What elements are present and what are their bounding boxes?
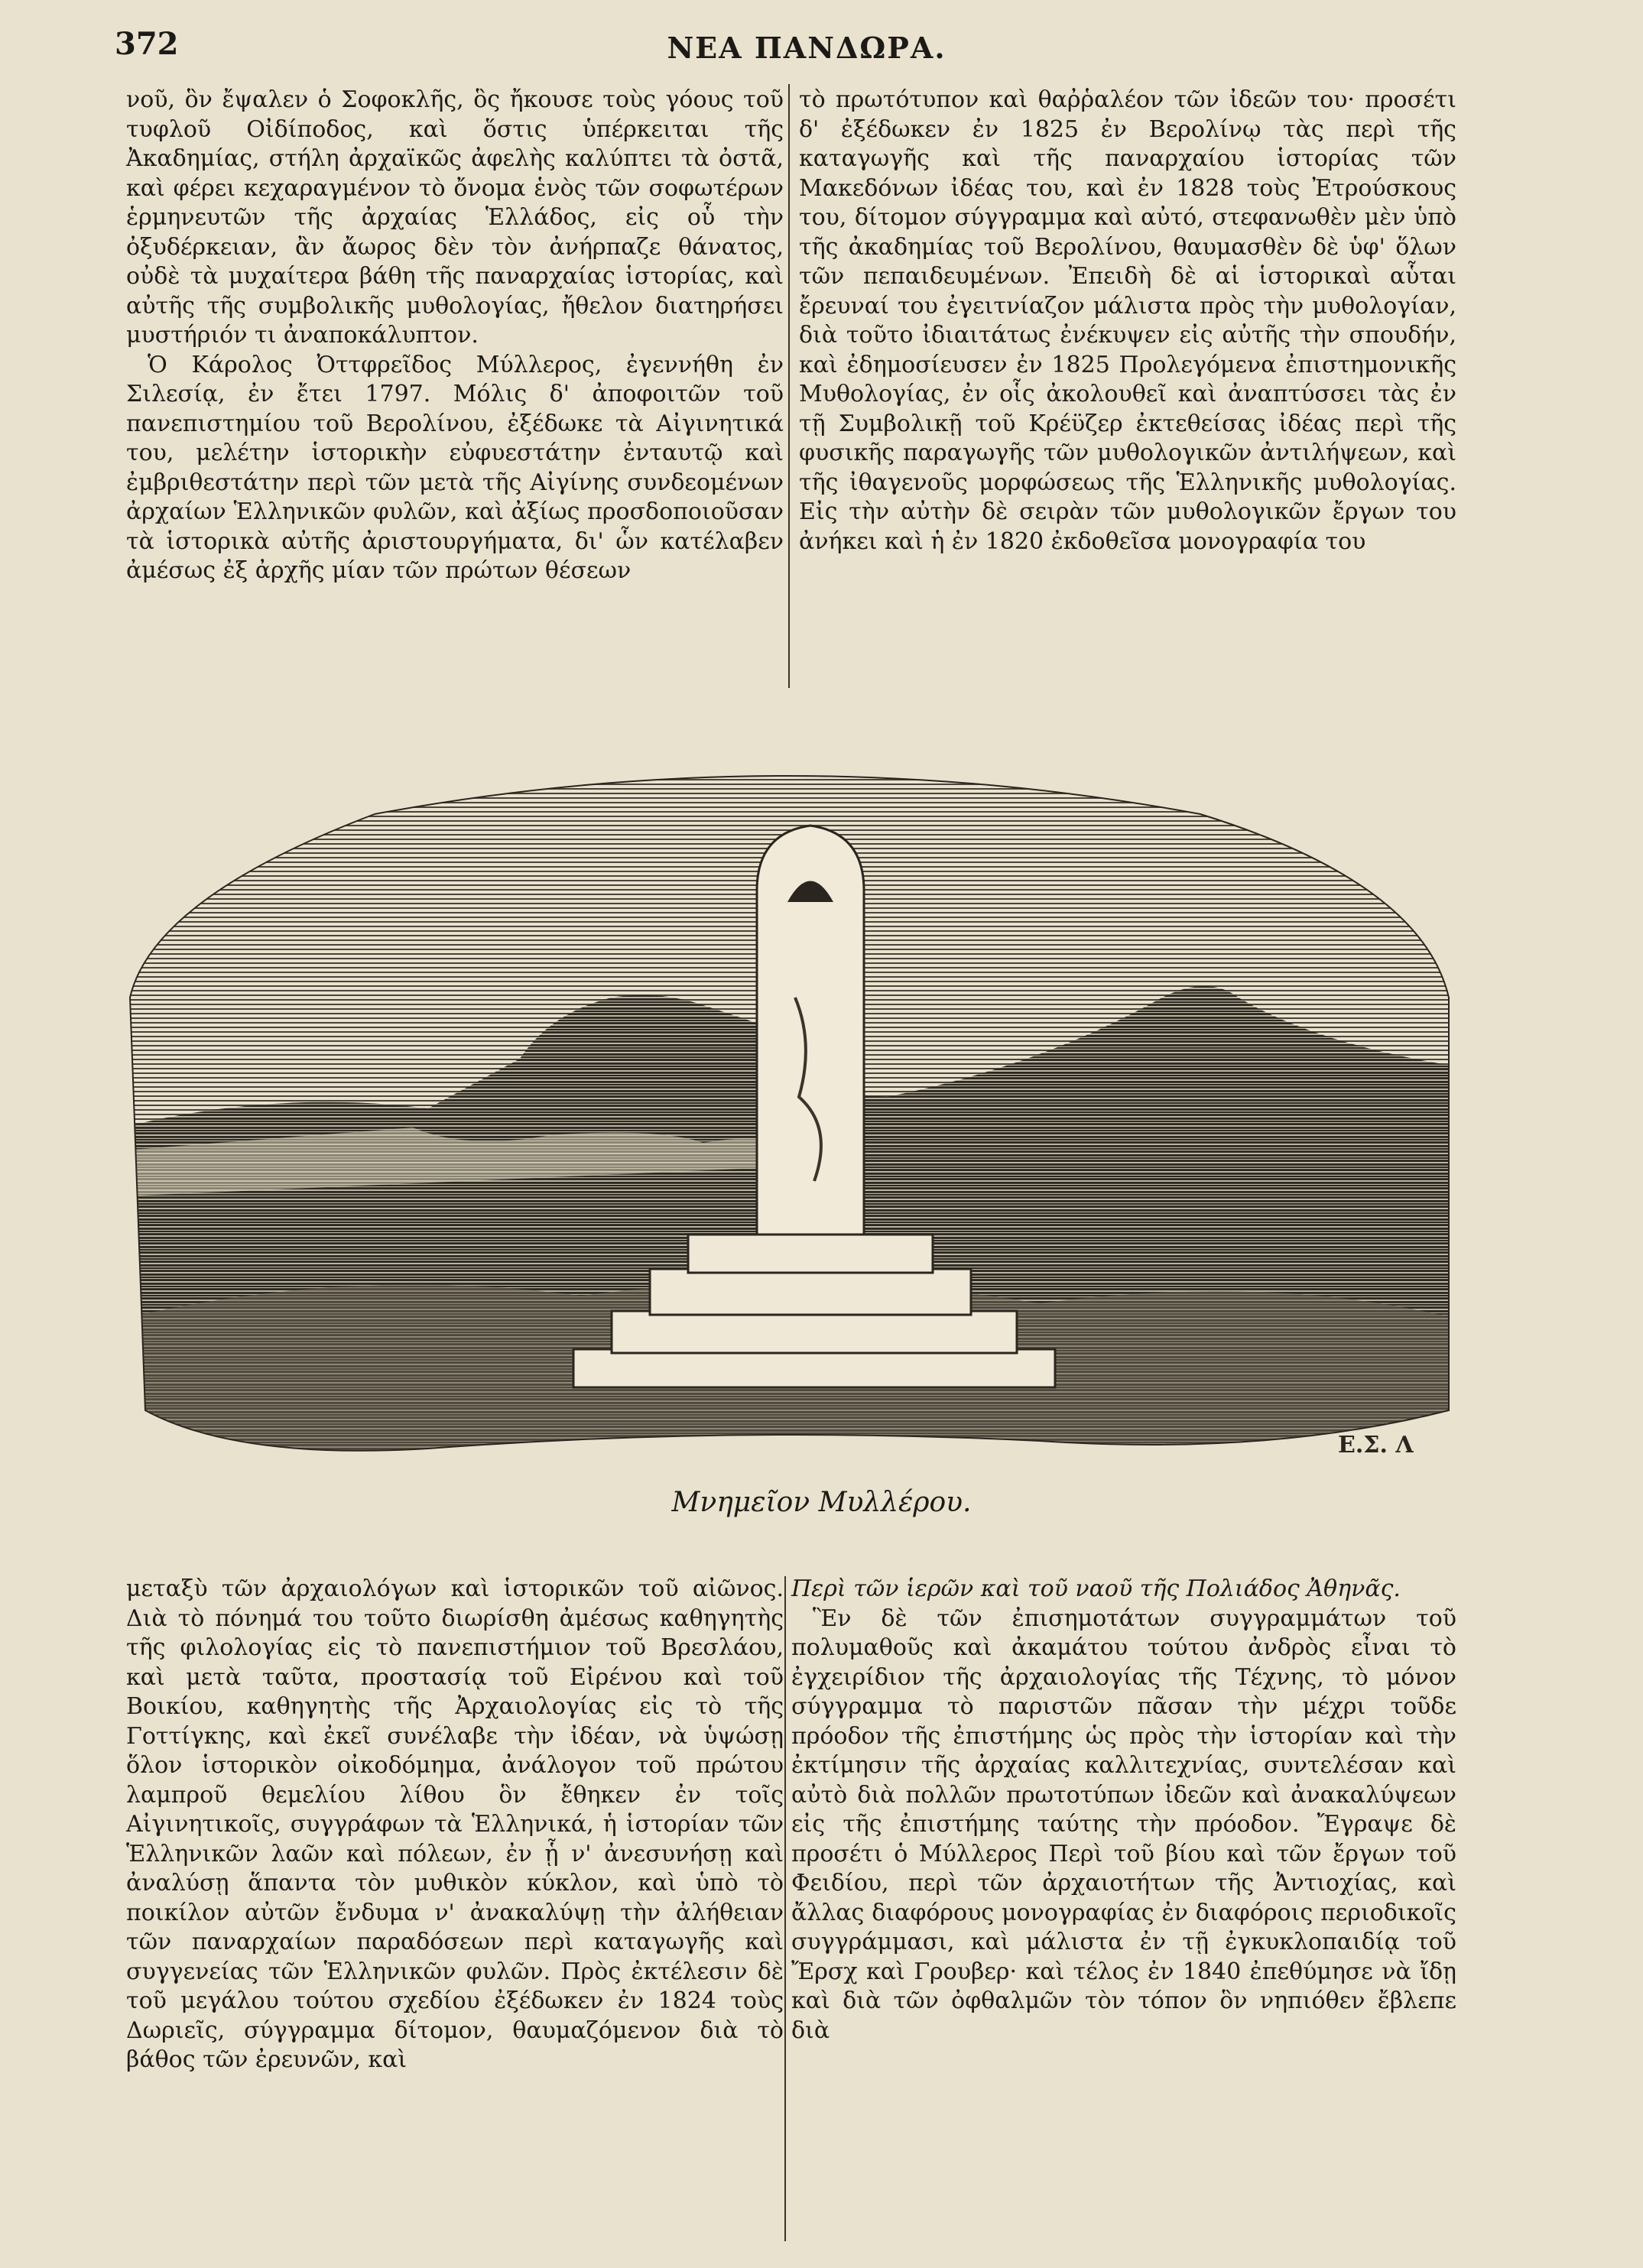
monument-illustration: [122, 768, 1456, 1460]
paragraph: Περὶ τῶν ἱερῶν καὶ τοῦ ναοῦ τῆς Πολιάδος Ἀθηνᾶς.: [791, 1575, 1401, 1602]
top-left-column: [126, 86, 784, 586]
page-number: 372: [115, 26, 179, 62]
paragraph: Ἓν δὲ τῶν ἐπισημοτάτων συγγραμμάτων τοῦ πολυμαθοῦς καὶ ἀκαμάτου τούτου ἀνδρὸς εἶναι τὸ ἐγχειρίδιον τῆς ἀρχαιολογίας τῆς Τέχνης, τὸ μόνον σύγγραμμα τὸ παριστῶν πᾶσαν τὴν μέχρι τοῦδε πρόοδον τῆς ἐπιστήμης ὡς πρὸς τὴν ἱστορίαν καὶ τὴν ἐκτίμησιν τῆς ἀρχαίας καλλιτεχνίας, συντελέσαν καὶ αὐτὸ διὰ πολλῶν πρωτοτύπων ἰδεῶν καὶ ἀνακαλύψεων εἰς τῆς ἐπιστήμης ταύτης τὴν πρόοδον. Ἔγραψε δὲ προσέτι ὁ Μύλλερος Περὶ τοῦ βίου καὶ τῶν ἔργων τοῦ Φειδίου, περὶ τῶν ἀρχαιοτήτων τῆς Ἀντιοχίας, καὶ ἄλλας διαφόρους μονογραφίας ἐν διαφόροις περιοδικοῖς συγγράμμασι, καὶ μάλιστα ἐν τῇ ἐγκυκλοπαιδίᾳ τοῦ Ἔρσχ καὶ Γρουβερ· καὶ τέλος ἐν 1840 ἐπεθύμησε νὰ ἴδῃ καὶ διὰ τῶν ὀφθαλμῶν τὸν τόπον ὃν νηπιόθεν ἔβλεπε διὰ: [791, 1604, 1456, 2044]
paragraph: νοῦ, ὃν ἔψαλεν ὁ Σοφοκλῆς, ὃς ἤκουσε τοὺς γόους τοῦ τυφλοῦ Οἰδίποδος, καὶ ὅστις ὑπέρκειται τῆς Ἀκαδημίας, στήλη ἀρχαϊκῶς ἀφελὴς καλύπτει τὰ ὀστᾶ, καὶ φέρει κεχαραγμένον τὸ ὄνομα ἑνὸς τῶν σοφωτέρων ἑρμηνευτῶν τῆς ἀρχαίας Ἑλλάδος, εἰς οὗ τὴν ὀξυδέρκειαν, ἂν ἄωρος δὲν τὸν ἀνήρπαζε θάνατος, οὐδὲ τὰ μυχαίτερα βάθη τῆς παναρχαίας ἱστορίας, καὶ αὐτῆς τῆς συμβολικῆς μυθολογίας, ἤθελον διατηρήσει μυστήριόν τι ἀναποκάλυπτον.: [126, 86, 784, 349]
page-header: [115, 21, 1499, 67]
top-right-column: [799, 86, 1456, 556]
column-divider: [784, 1576, 786, 2241]
column-divider: [788, 84, 790, 688]
engraver-mark: Ε.Σ. Λ: [1338, 1432, 1414, 1458]
engraving-monument: [122, 768, 1456, 1460]
paragraph: Ὁ Κάρολος Ὀττφρεῖδος Μύλλερος, ἐγεννήθη ἐν Σιλεσίᾳ, ἐν ἔτει 1797. Μόλις δ' ἀποφοιτῶν τοῦ πανεπιστημίου τοῦ Βερολίνου, ἐξέδωκε τὰ Αἰγινητικά του, μελέτην ἱστορικὴν εὐφυεστάτην ἐνταυτῷ καὶ ἐμβριθεστάτην περὶ τῶν μετὰ τῆς Αἰγίνης συνδεομένων ἀρχαίων Ἑλληνικῶν φυλῶν, καὶ ἀξίως προσδοποιοῦσαν τὰ ἱστορικὰ αὐτῆς ἀριστουργήματα, δι' ὧν κατέλαβεν ἀμέσως ἐξ ἀρχῆς μίαν τῶν πρώτων θέσεων: [126, 351, 784, 584]
bottom-right-column: [791, 1575, 1456, 2046]
journal-title: ΝΕΑ ΠΑΝΔΩΡΑ.: [667, 31, 947, 65]
paragraph: τὸ πρωτότυπον καὶ θαῤῥαλέον τῶν ἰδεῶν του· προσέτι δ' ἐξέδωκεν ἐν 1825 ἐν Βερολίνῳ τὰς περὶ τῆς καταγωγῆς καὶ τῆς παναρχαίου ἱστορίας τῶν Μακεδόνων ἰδέας του, καὶ ἐν 1828 τοὺς Ἐτρούσκους του, δίτομον σύγγραμμα καὶ αὐτό, στεφανωθὲν μὲν ὑπὸ τῆς ἀκαδημίας τοῦ Βερολίνου, θαυμασθὲν δὲ ὑφ' ὅλων τῶν πεπαιδευμένων. Ἐπειδὴ δὲ αἱ ἱστορικαὶ αὗται ἔρευναί του ἐγειτνίαζον μάλιστα πρὸς τὴν μυθολογίαν, διὰ τοῦτο ἰδιαιτάτως ἐνέκυψεν εἰς αὐτῆς τὴν σπουδήν, καὶ ἐδημοσίευσεν ἐν 1825 Προλεγόμενα ἐπιστημονικῆς Μυθολογίας, ἐν οἷς ἀκολουθεῖ καὶ ἀναπτύσσει τὰς ἐν τῇ Συμβολικῇ τοῦ Κρέϋζερ ἐκτεθείσας ἰδέας περὶ τῆς φυσικῆς παραγωγῆς τῶν μυθολογικῶν ἀντιλήψεων, καὶ τῆς ἰθαγενοῦς μορφώσεως τῆς Ἑλληνικῆς μυθολογίας. Εἰς τὴν αὐτὴν δὲ σειρὰν τῶν μυθολογικῶν ἔργων του ἀνήκει καὶ ἡ ἐν 1820 ἐκδοθεῖσα μονογραφία του: [799, 86, 1456, 555]
figure-caption: Μνημεῖον Μυλλέρου.: [671, 1487, 972, 1518]
paragraph: μεταξὺ τῶν ἀρχαιολόγων καὶ ἱστορικῶν τοῦ αἰῶνος. Διὰ τὸ πόνημά του τοῦτο διωρίσθη ἀμέσως καθηγητὴς τῆς φιλολογίας εἰς τὸ πανεπιστήμιον τοῦ Βρεσλάου, καὶ μετὰ ταῦτα, προστασίᾳ τοῦ Εἰρένου καὶ τοῦ Βοικίου, καθηγητὴς τῆς Ἀρχαιολογίας εἰς τὸ τῆς Γοττίγκης, καὶ ἐκεῖ συνέλαβε τὴν ἰδέαν, νὰ ὑψώσῃ ὅλον ἱστορικὸν οἰκοδόμημα, ἀνάλογον τοῦ πρώτου λαμπροῦ θεμελίου λίθου ὃν ἔθηκεν ἐν τοῖς Αἰγινητικοῖς, συγγράφων τὰ Ἑλληνικά, ἡ ἱστορίαν τῶν Ἑλληνικῶν λαῶν καὶ πόλεων, ἐν ᾗ ν' ἀνεσυνήσῃ καὶ ἀναλύσῃ ἅπαντα τὸν μυθικὸν κύκλον, καὶ ὑπὸ τὸ ποικίλον αὐτῶν ἔνδυμα ν' ἀνακαλύψῃ τὴν ἀλήθειαν τῶν παναρχαίων παραδόσεων περὶ καταγωγῆς καὶ συγγενείας τῶν Ἑλληνικῶν φυλῶν. Πρὸς ἐκτέλεσιν δὲ τοῦ μεγάλου τούτου σχεδίου ἐξέδωκεν ἐν 1824 τοὺς Δωριεῖς, σύγγραμμα δίτομον, θαυμαζόμενον διὰ τὸ βάθος τῶν ἐρευνῶν, καὶ: [126, 1575, 784, 2073]
bottom-left-column: [126, 1575, 784, 2075]
